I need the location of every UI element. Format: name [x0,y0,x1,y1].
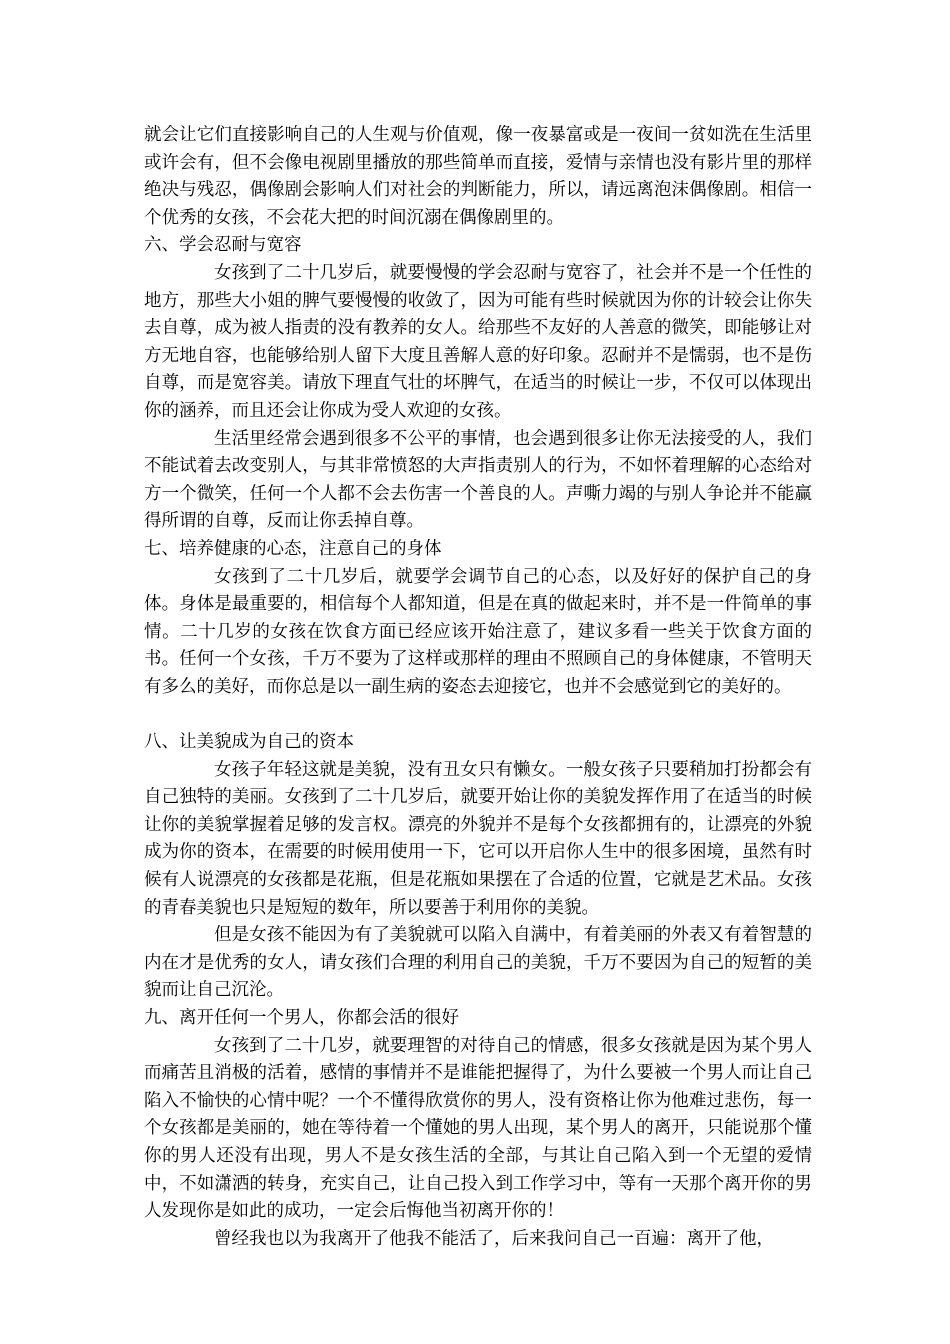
section-heading-8: 八、让美貌成为自己的资本 [144,732,354,753]
paragraph-9a: 女孩到了二十几岁，就要理智的对待自己的情感，很多女孩就是因为某个男人而痛苦且消极的活着，感情的事情并不是谁能把握得了，为什么要被一个男人而让自己陷入不愉快的心情中呢？一个不懂得欣赏你的男人，没有资格让你为他难过悲伤，每一个女孩都是美丽的，她在等待着一个懂她的男人出现，某个男人的离开，只能说那个懂你的男人还没有出现，男人不是女孩生活的全部，与其让自己陷入到一个无望的爱情中，不如潇洒的转身，充实自己，让自己投入到工作学习中，等有一天那个离开你的男人发现你是如此的成功，一定会后悔他当初离开你的！ [144,1035,812,1222]
section-heading-6: 六、学会忍耐与宽容 [144,235,302,256]
section-heading-9: 九、离开任何一个男人，你都会活的很好 [144,1008,459,1028]
paragraph-continued: 就会让它们直接影响自己的人生观与价值观，像一夜暴富或是一夜间一贫如洗在生活里或许会有，但不会像电视剧里播放的那些简单而直接，爱情与亲情也没有影片里的那样绝决与残忍，偶像剧会影响人们对社会的判断能力，所以，请远离泡沫偶像剧。相信一个优秀的女孩，不会花大把的时间沉溺在偶像剧里的。 [144,125,812,228]
blank-line [144,701,812,729]
document-page [144,122,812,1253]
paragraph-8a: 女孩子年轻这就是美貌，没有丑女只有懒女。一般女孩子只要稍加打扮都会有自己独特的美丽。女孩到了二十几岁后，就要开始让你的美貌发挥作用了在适当的时候让你的美貌掌握着足够的发言权。漂亮的外貌并不是每个女孩都拥有的，让漂亮的外貌成为你的资本，在需要的时候用使用一下，它可以开启你人生中的很多困境，虽然有时候有人说漂亮的女孩都是花瓶，但是花瓶如果摆在了合适的位置，它就是艺术品。女孩的青春美貌也只是短短的数年，所以要善于利用你的美貌。 [144,759,812,918]
paragraph-7: 女孩到了二十几岁后，就要学会调节自己的心态，以及好好的保护自己的身体。身体是最重要的，相信每个人都知道，但是在真的做起来时，并不是一件简单的事情。二十几岁的女孩在饮食方面已经应该开始注意了，建议多看一些关于饮食方面的书。任何一个女孩，千万不要为了这样或那样的理由不照顾自己的身体健康，不管明天有多么的美好，而你总是以一副生病的姿态去迎接它，也并不会感觉到它的美好的。 [144,566,812,697]
paragraph-6b: 生活里经常会遇到很多不公平的事情，也会遇到很多让你无法接受的人，我们不能试着去改变别人，与其非常愤怒的大声指责别人的行为，不如怀着理解的心态给对方一个微笑，任何一个人都不会去伤害一个善良的人。声嘶力竭的与别人争论并不能赢得所谓的自尊，反而让你丢掉自尊。 [144,428,812,532]
paragraph-6a: 女孩到了二十几岁后，就要慢慢的学会忍耐与宽容了，社会并不是一个任性的地方，那些大小姐的脾气要慢慢的收敛了，因为可能有些时候就因为你的计较会让你失去自尊，成为被人指责的没有教养的女人。给那些不友好的人善意的微笑，即能够让对方无地自容，也能够给别人留下大度且善解人意的好印象。忍耐并不是懦弱，也不是伤自尊，而是宽容美。请放下理直气壮的坏脾气，在适当的时候让一步，不仅可以体现出你的涵养，而且还会让你成为受人欢迎的女孩。 [144,262,812,421]
paragraph-9b: 曾经我也以为我离开了他我不能活了，后来我问自己一百遍：离开了他， [214,1228,774,1249]
paragraph-8b: 但是女孩不能因为有了美貌就可以陷入自满中，有着美丽的外表又有着智慧的内在才是优秀的女人，请女孩们合理的利用自己的美貌，千万不要因为自己的短暂的美貌而让自己沉沦。 [144,925,812,1001]
section-heading-7: 七、培养健康的心态，注意自己的身体 [144,538,442,559]
